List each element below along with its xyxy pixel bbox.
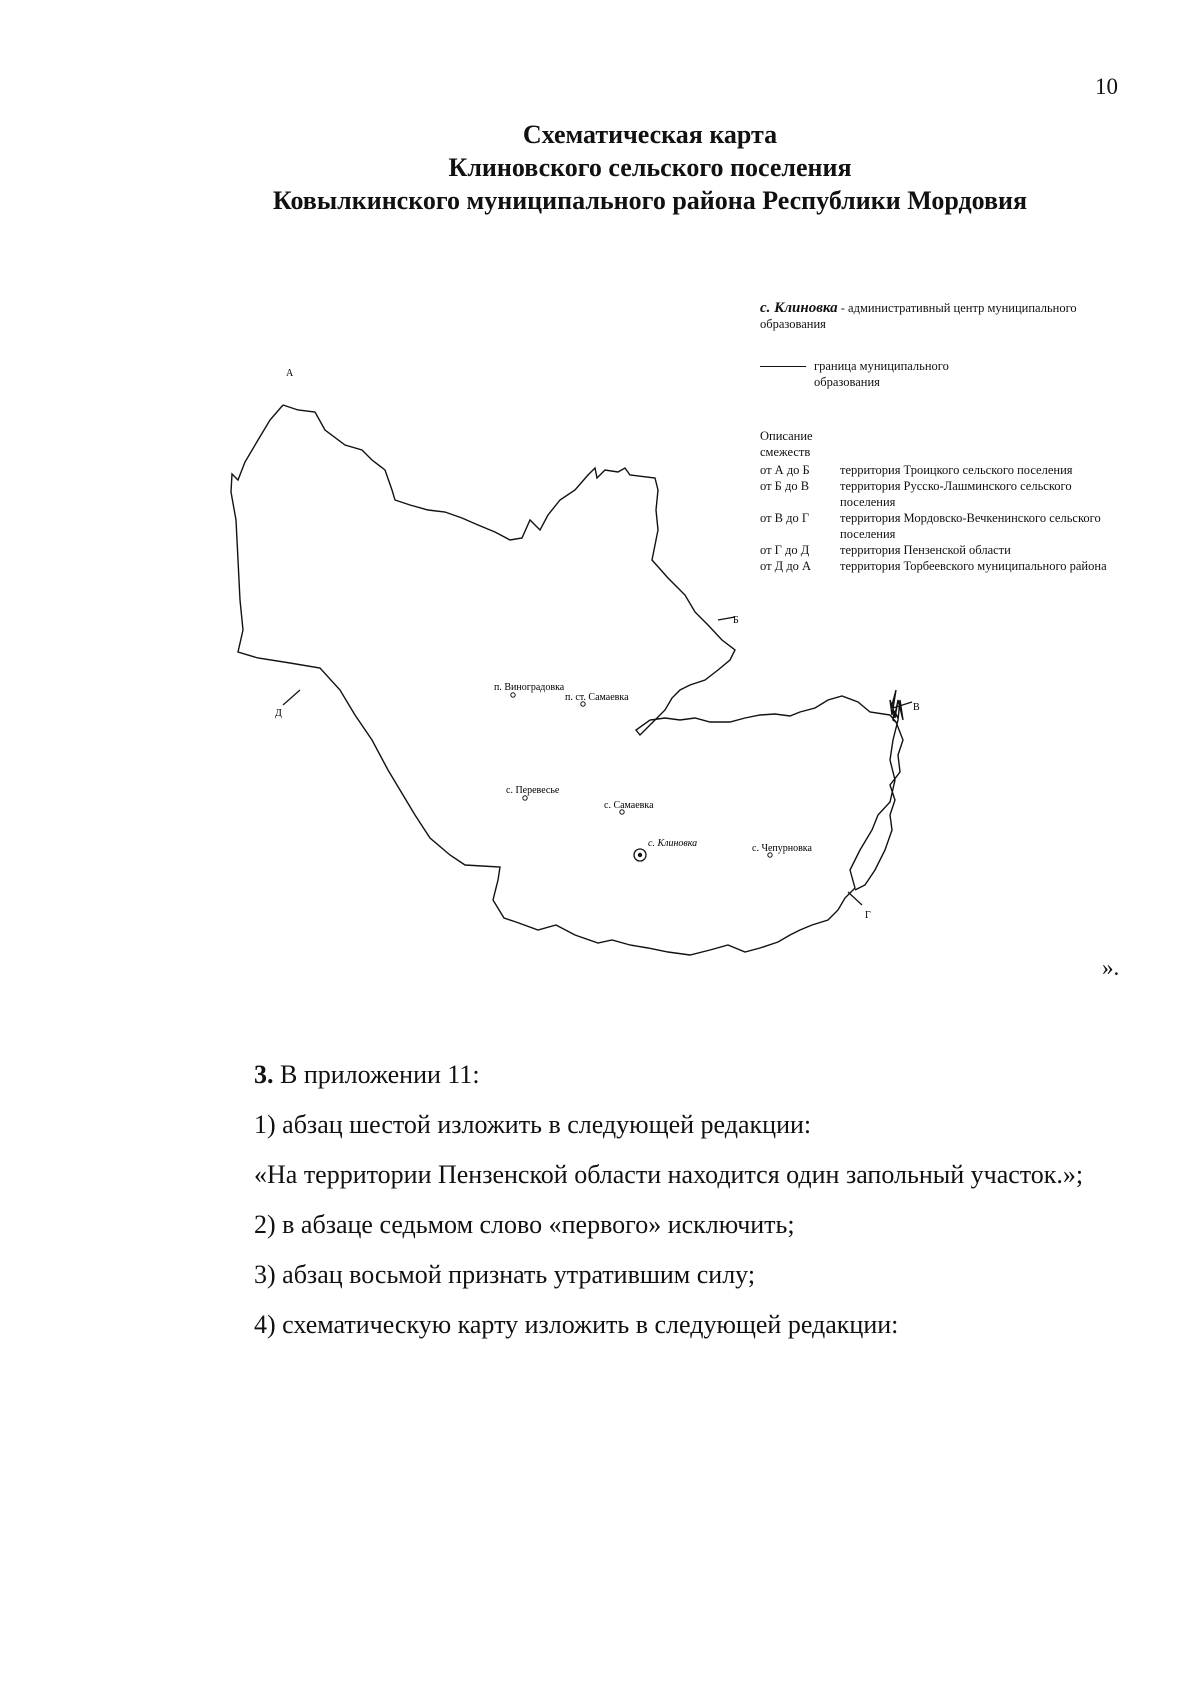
adjacency-heading: Описание смежеств [760, 429, 813, 459]
paragraph-5: 4) схематическую карту изложить в следующей редакции: [254, 1310, 899, 1339]
adjacency-from: от Д до А [760, 559, 812, 573]
adjacency-row [760, 558, 1120, 574]
adjacency-desc: территория Пензенской области [840, 543, 1011, 557]
title-line-1: Схематическая карта [522, 120, 778, 149]
legend-center-name: с. Клиновка [760, 300, 838, 316]
corner-d-tick [283, 690, 300, 705]
legend-border [760, 358, 1060, 390]
paragraph-1: 1) абзац шестой изложить в следующей редакции: [254, 1110, 812, 1139]
label-klinovka: с. Клиновка [648, 838, 698, 849]
corner-label-d: Д [275, 708, 282, 719]
border-line-symbol [760, 366, 806, 368]
label-vinogradovka: п. Виноградовка [494, 682, 565, 693]
corner-label-g: Г [865, 910, 871, 921]
legend-border-desc: граница муниципального образования [814, 359, 949, 389]
label-st-samaevka: п. ст. Самаевка [565, 692, 629, 703]
adjacency-row [760, 462, 1120, 478]
klinovka-center-dot [638, 853, 642, 857]
adjacency-from: от В до Г [760, 511, 810, 525]
corner-label-b: Б [733, 615, 739, 626]
adjacency-desc: территория Русско-Лашминского сельского поселения [840, 479, 1072, 509]
paragraph-2: «На территории Пензенской области находится один запольный участок.»; [254, 1160, 1084, 1189]
closing-quote: ». [1102, 955, 1120, 980]
title-line-2: Клиновского сельского поселения [448, 153, 852, 182]
adjacency-row [760, 542, 1120, 558]
paragraph-3: 2) в абзаце седьмом слово «первого» исключить; [254, 1210, 795, 1239]
adjacency-from: от А до Б [760, 463, 810, 477]
label-chepurnovka: с. Чепурновка [752, 843, 812, 854]
corner-label-v: В [913, 702, 920, 713]
adjacency-list [760, 462, 1120, 574]
adjacency-from: от Б до В [760, 479, 810, 493]
item-3-heading [186, 1050, 1130, 1100]
item-3-text: В приложении 11: [273, 1060, 480, 1089]
legend-center-desc: - административный центр муниципального образования [760, 301, 1077, 331]
corner-label-a: А [286, 368, 294, 379]
legend-admin-center [760, 300, 1080, 332]
vinogradovka-marker [511, 693, 515, 697]
title-line-3: Ковылкинского муниципального района Республики Мордовия [272, 186, 1028, 215]
adjacency-desc: территория Мордовско-Вечкенинского сельского поселения [840, 511, 1101, 541]
adjacency-desc: территория Торбеевского муниципального района [840, 559, 1107, 573]
page-number: 10 [1095, 74, 1118, 99]
corner-v-tick [893, 702, 912, 708]
label-perevesie: с. Перевесье [506, 785, 560, 796]
label-samaevka: с. Самаевка [604, 800, 654, 811]
perevesie-marker [523, 796, 527, 800]
adjacency-from: от Г до Д [760, 543, 810, 557]
document-body [186, 1050, 1130, 1350]
paragraph-4: 3) абзац восьмой признать утратившим силу; [254, 1260, 756, 1289]
adjacency-row [760, 478, 1120, 510]
item-3-number: 3. [254, 1060, 274, 1089]
adjacency-row [760, 510, 1120, 542]
adjacency-desc: территория Троицкого сельского поселения [840, 463, 1073, 477]
corner-g-tick [848, 892, 862, 905]
